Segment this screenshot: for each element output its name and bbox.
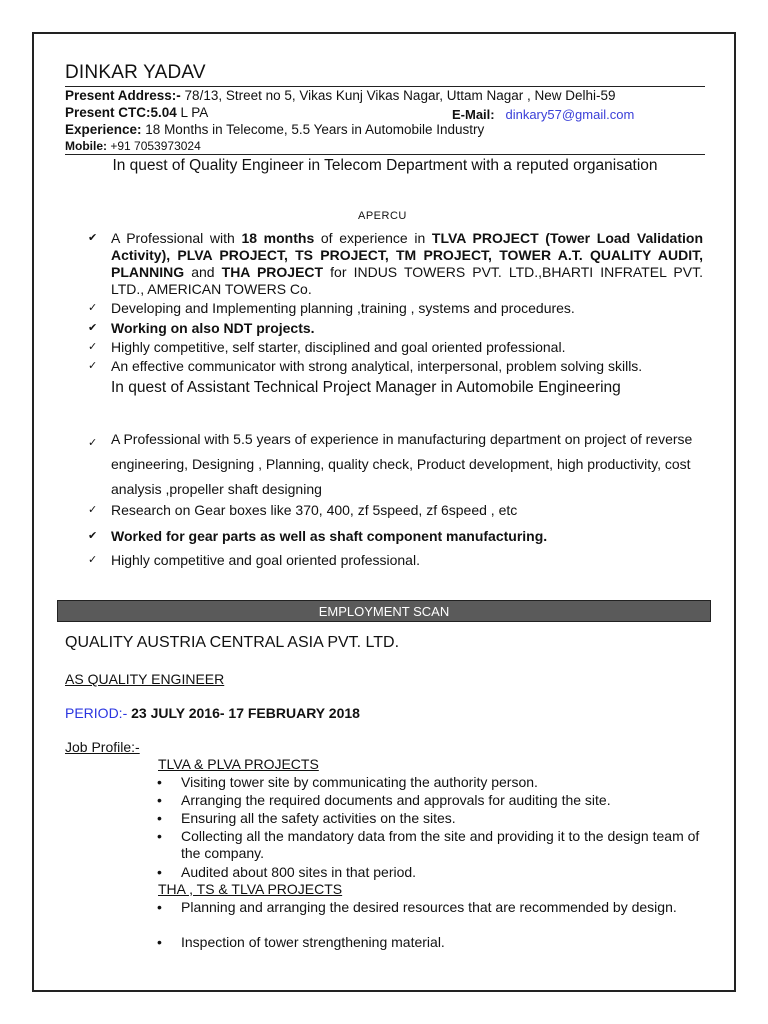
header-divider-bottom	[65, 154, 705, 155]
section2-item-2: Inspection of tower strengthening material.	[181, 934, 445, 950]
job-profile-label: Job Profile:-	[65, 739, 140, 755]
mobile-value: +91 7053973024	[107, 139, 201, 153]
checkmark-icon: ✓	[88, 554, 98, 566]
quest-auto-heading: In quest of Assistant Technical Project Manager in Automobile Engineering	[111, 379, 621, 396]
section2-item-1: Planning and arranging the desired resources that are recommended by design.	[181, 899, 677, 915]
email-value[interactable]: dinkary57@gmail.com	[505, 107, 635, 122]
section1-item-4: Collecting all the mandatory data from the site and providing it to the design team of the company.	[181, 828, 700, 861]
employment-period	[65, 705, 360, 721]
company-name: QUALITY AUSTRIA CENTRAL ASIA PVT. LTD.	[65, 634, 400, 651]
ctc-label: Present CTC:	[65, 105, 151, 120]
period-value: 23 JULY 2016- 17 FEBRUARY 2018	[127, 705, 360, 721]
checkmark-icon: ✓	[88, 504, 98, 516]
telecom-point-3: Working on also NDT projects.	[111, 320, 315, 336]
checkmark-icon: ✓	[88, 341, 98, 353]
auto-point-3: Worked for gear parts as well as shaft component manufacturing.	[111, 528, 548, 544]
auto-point-4: Highly competitive and goal oriented professional.	[111, 552, 420, 568]
bullet-icon: •	[157, 792, 162, 808]
email-line	[452, 107, 634, 122]
candidate-name: DINKAR YADAV	[65, 62, 206, 83]
experience-line	[65, 122, 484, 137]
address-value: 78/13, Street no 5, Vikas Kunj Vikas Nagar, Uttam Nagar , New Delhi-59	[180, 88, 616, 103]
section1-item-1: Visiting tower site by communicating the authority person.	[181, 774, 538, 790]
section2-title: THA , TS & TLVA PROJECTS	[158, 881, 343, 897]
telecom-point-2: Developing and Implementing planning ,training , systems and procedures.	[111, 300, 575, 316]
header-divider-top	[65, 86, 705, 87]
bullet-icon: •	[157, 864, 162, 880]
experience-label: Experience:	[65, 122, 142, 137]
email-label: E-Mail:	[452, 107, 495, 122]
section1-title: TLVA & PLVA PROJECTS	[158, 756, 319, 772]
experience-value: 18 Months in Telecome, 5.5 Years in Automobile Industry	[141, 122, 485, 137]
telecom-point-5: An effective communicator with strong analytical, interpersonal, problem solving skills.	[111, 358, 643, 374]
telecom-point-1: A Professional with 18 months of experience in TLVA PROJECT (Tower Load Validation Activity), PLVA PROJECT, TS PROJECT, TM PROJECT, TOWER A.T. QUALITY AUDIT, PLANNING and THA PROJECT for INDUS TOWERS PVT. LTD.,BHARTI INFRATEL PVT. LTD., AMERICAN TOWERS Co.	[111, 230, 704, 297]
checkmark-icon: ✓	[88, 360, 98, 372]
auto-point-2: Research on Gear boxes like 370, 400, zf 5speed, zf 6speed , etc	[111, 502, 518, 518]
quest-telecom-heading: In quest of Quality Engineer in Telecom Department with a reputed organisation	[112, 157, 658, 174]
ctc-unit: L PA	[176, 105, 209, 120]
checkmark-icon: ✔	[88, 322, 98, 334]
address-label: Present Address:-	[65, 88, 181, 103]
employment-section-heading: EMPLOYMENT SCAN	[57, 600, 711, 622]
job-role: AS QUALITY ENGINEER	[65, 671, 225, 687]
checkmark-icon: ✔	[88, 530, 98, 542]
period-label: PERIOD:-	[65, 705, 128, 721]
bullet-icon: •	[157, 828, 162, 844]
mobile-label: Mobile:	[65, 139, 107, 153]
telecom-point-4: Highly competitive, self starter, disciplined and goal oriented professional.	[111, 339, 566, 355]
apercu-heading: APERCU	[358, 210, 407, 222]
ctc-value: 5.04	[150, 105, 177, 120]
bullet-icon: •	[157, 810, 162, 826]
mobile-line	[65, 139, 201, 153]
section1-item-2: Arranging the required documents and approvals for auditing the site.	[181, 792, 611, 808]
section1-item-3: Ensuring all the safety activities on the sites.	[181, 810, 456, 826]
checkmark-icon: ✔	[88, 232, 98, 244]
section1-item-5: Audited about 800 sites in that period.	[181, 864, 417, 880]
bullet-icon: •	[157, 934, 162, 950]
bullet-icon: •	[157, 774, 162, 790]
checkmark-icon: ✓	[88, 302, 98, 314]
auto-point-1: A Professional with 5.5 years of experience in manufacturing department on project of reverse engineering, Designing , Planning, quality check, Product development, high productivity, cost analysis ,propeller shaft designing	[111, 431, 693, 497]
address-line	[65, 88, 616, 103]
checkmark-icon: ✓	[88, 437, 98, 449]
bullet-icon: •	[157, 899, 162, 915]
ctc-line	[65, 105, 208, 120]
